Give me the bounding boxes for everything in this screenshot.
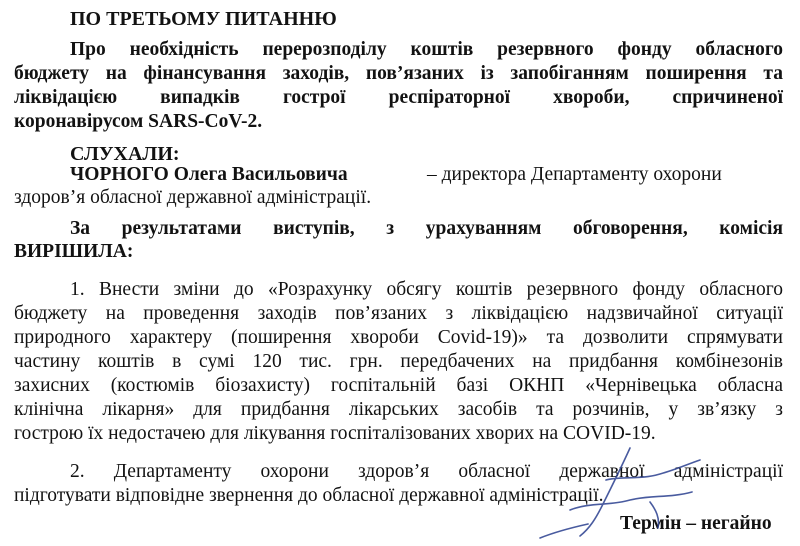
- speaker-role-continued: здоров’я обласної державної адміністрації.: [14, 187, 372, 208]
- speaker-role: – директора Департаменту охорони: [427, 164, 722, 185]
- item-2-line: 2. Департаменту охорони здоров’я обласної державної адміністрації: [70, 461, 783, 482]
- item-1-line: гострою їх недостачею для лікування госпіталізованих хворих на COVID-19.: [14, 423, 656, 444]
- item-1-line: клінічна лікарня» для придбання лікарських засобів та розчинів, у зв’язку з: [14, 399, 783, 420]
- deadline: Термін – негайно: [620, 513, 772, 534]
- item-1-line: природного характеру (поширення хвороби Covid-19)» та дозволити спрямувати: [14, 327, 783, 348]
- section-title-line: бюджету на фінансування заходів, пов’язаних із запобіганням поширення та: [14, 63, 783, 84]
- section-title-line: коронавірусом SARS-CoV-2.: [14, 111, 263, 132]
- heard-label: СЛУХАЛИ:: [70, 143, 180, 165]
- section-heading: ПО ТРЕТЬОМУ ПИТАННЮ: [70, 8, 337, 30]
- item-1-line: 1. Внести зміни до «Розрахунку обсягу коштів резервного фонду обласного: [70, 279, 783, 300]
- item-1-line: частину коштів в сумі 120 тис. грн. передбачених на придбання комбінезонів: [14, 351, 783, 372]
- item-1-line: захисних (костюмів біозахисту) госпітальній базі ОКНП «Чернівецька обласна: [14, 375, 783, 396]
- item-2-line: підготувати відповідне звернення до обласної державної адміністрації.: [14, 485, 604, 506]
- item-1-line: бюджету на проведення заходів пов’язаних з ліквідацією надзвичайної ситуації: [14, 303, 783, 324]
- section-title-line: Про необхідність перерозподілу коштів резервного фонду обласного: [70, 39, 783, 60]
- section-title-line: ліквідацією випадків гострої респіраторної хвороби, спричиненої: [14, 87, 783, 108]
- speaker-name: ЧОРНОГО Олега Васильовича: [70, 164, 348, 185]
- decision-label: ВИРІШИЛА:: [14, 241, 134, 262]
- decision-intro: За результатами виступів, з урахуванням обговорення, комісія: [70, 218, 783, 239]
